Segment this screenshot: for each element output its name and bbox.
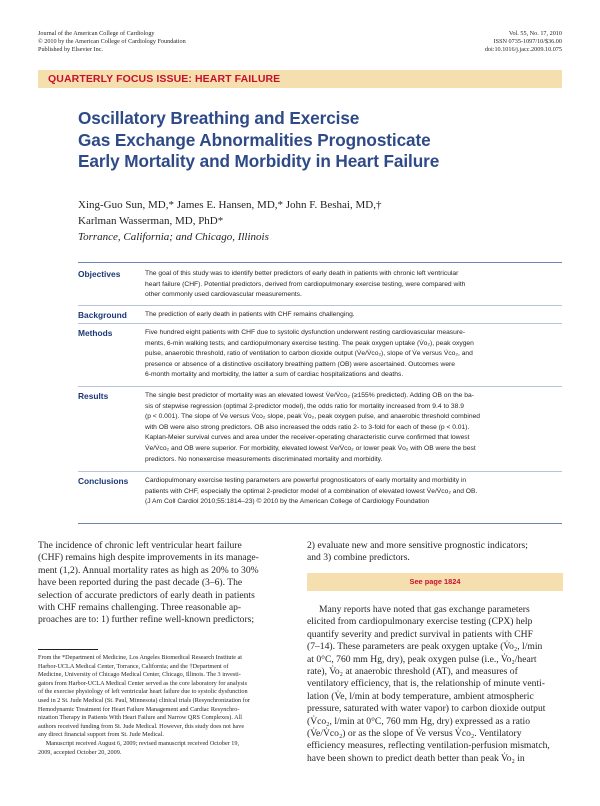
title-line: Early Mortality and Morbidity in Heart Failure: [78, 151, 440, 171]
section-text: [145, 310, 562, 321]
body-line: have been reported during the past decade (3–6). The: [38, 577, 243, 589]
text-line: patients with CHF, especially the optimal 2-predictor model of a combination of elevated lowest V̇e/V̇co₂ and OB.: [145, 487, 478, 495]
journal-header-right: [485, 30, 562, 55]
body-line: proaches are to: 1) further refine well-known predictors;: [38, 614, 255, 626]
publisher-line: Published by Elsevier Inc.: [38, 46, 103, 54]
focus-issue-banner: [38, 70, 562, 88]
text-line: V̇e/V̇co₂ and OB were superior. For morbidity, elevated lowest V̇e/V̇co₂ or lower peak V̇o₂ with OB were the best: [145, 444, 476, 452]
section-text: [145, 328, 562, 381]
copyright-line: © 2010 by the American College of Cardiology Foundation: [38, 38, 186, 46]
body-column-right-top: [307, 540, 563, 565]
footnote-line: Medicine, University of Chicago Medical Center, Chicago, Illinois. The 3 investi-: [38, 671, 241, 679]
issn-line: ISSN 0735-1097/10/$36.00: [493, 38, 562, 46]
body-line: and 3) combine predictors.: [307, 552, 410, 564]
footnote-line: Harbor-UCLA Medical Center, Torrance, California; and the †Department of: [38, 662, 229, 670]
abstract-bottom-rule: [78, 523, 562, 524]
volume-line: Vol. 55, No. 17, 2010: [508, 30, 562, 37]
title-line: Gas Exchange Abnormalities Prognosticate: [78, 129, 431, 150]
author-list: [78, 198, 558, 229]
text-line: (J Am Coll Cardiol 2010;55:1814–23) © 2010 by the American College of Cardiology Foundation: [145, 498, 430, 506]
section-text: [145, 476, 562, 508]
text-line: heart failure (CHF). Potential predictors, derived from cardiopulmonary exercise testing, were compared with: [145, 280, 466, 288]
section-label: Objectives: [78, 269, 121, 279]
footnote-line: Hemodynamic Treatment for Heart Failure Management and Cardiac Resynchro-: [38, 705, 240, 713]
footnote-line: From the *Department of Medicine, Los Angeles Biomedical Research Institute at: [38, 654, 242, 661]
body-line: Many reports have noted that gas exchange parameters: [319, 604, 530, 615]
body-line: elicited from cardiopulmonary exercise testing (CPX) help: [307, 616, 533, 628]
section-text: [145, 391, 562, 465]
section-label: Background: [78, 310, 127, 320]
section-divider: [78, 323, 562, 324]
section-divider: [78, 386, 562, 387]
text-line: presence or absence of a distinctive oscillatory breathing pattern (OB) were ascertained. Outcomes were: [145, 360, 456, 368]
text-line: Kaplan-Meier survival curves and area under the receiver-operating characteristic curve confirmed that lowest: [145, 434, 470, 442]
section-label: Conclusions: [78, 476, 129, 486]
author-line: Karlman Wasserman, MD, PhD*: [78, 214, 224, 227]
article-title: [78, 108, 548, 173]
author-line: Xing-Guo Sun, MD,* James E. Hansen, MD,* John F. Beshai, MD,†: [78, 199, 382, 211]
footnote-line: authors received funding from St. Jude Medical. However, this study does not have: [38, 722, 245, 730]
text-line: (p < 0.001). The slope of V̇e versus V̇co₂ slope, peak V̇o₂, peak oxygen pulse, and anaerobic threshold combined: [145, 413, 481, 421]
body-line: (7–14). These parameters are peak oxygen uptake (V̇o₂, l/min: [307, 641, 543, 653]
body-column-left: [38, 540, 294, 627]
body-line: rate), V̇o₂ at anaerobic threshold (AT), and measures of: [307, 666, 518, 678]
footnote-rule: [38, 649, 98, 650]
body-line: quantify severity and predict survival in patients with CHF: [307, 628, 533, 640]
structured-abstract: [78, 262, 562, 525]
journal-header-left: [38, 30, 186, 55]
body-line: (CHF) remains high despite improvements in its manage-: [38, 552, 259, 564]
section-divider: [78, 471, 562, 472]
footnote-line: used in 2 St. Jude Medical (St. Paul, Minnesota) clinical trials (Resynchronization for: [38, 696, 250, 704]
text-line: The goal of this study was to identify better predictors of early death in patients with chronic left ventricular: [145, 270, 459, 277]
body-line: pressure, saturated with water vapor) to carbon dioxide output: [307, 703, 546, 715]
text-line: 6-month mortality and morbidity, the latter a sum of cardiac hospitalizations and deaths.: [145, 371, 404, 379]
body-line: ventilatory efficiency, that is, the relationship of minute venti-: [307, 678, 545, 690]
focus-issue-label: QUARTERLY FOCUS ISSUE: HEART FAILURE: [48, 73, 281, 85]
body-line: ment (1,2). Annual mortality rates as high as 20% to 30%: [38, 564, 259, 576]
footnote-line: gators from Harbor-UCLA Medical Center served as the core laboratory for analysis: [38, 679, 247, 687]
text-line: The prediction of early death in patients with CHF remains challenging.: [145, 311, 355, 318]
text-line: ments, 6-min walking tests, and cardiopulmonary exercise testing. The peak oxygen uptake (V̇o₂), peak oxygen: [145, 339, 474, 347]
section-label: Methods: [78, 328, 113, 338]
body-line: (V̇co₂, l/min at 0°C, 760 mm Hg, dry) expressed as a ratio: [307, 715, 530, 727]
body-line: lation (V̇e, l/min at body temperature, ambient atmospheric: [307, 690, 534, 702]
body-line: have been shown to predict death better than peak V̇o₂ in: [307, 752, 525, 764]
text-line: Five hundred eight patients with CHF due to systolic dysfunction underwent resting cardiovascular measure-: [145, 329, 466, 336]
body-line: at 0°C, 760 mm Hg, dry), peak oxygen pulse (i.e., V̇o₂/heart: [307, 653, 537, 665]
affiliation: Torrance, California; and Chicago, Illinois: [78, 231, 269, 243]
journal-name: Journal of the American College of Cardiology: [38, 30, 155, 37]
text-line: other commonly used cardiovascular measurements.: [145, 291, 302, 299]
body-line: selection of accurate predictors of early death in patients: [38, 589, 255, 601]
doi-line[interactable]: doi:10.1016/j.jacc.2009.10.075: [484, 46, 562, 54]
footnote-line: of the exercise physiology of left ventricular heart failure due to systolic dysfunction: [38, 688, 248, 696]
body-line: (V̇e/V̇co₂) or as the slope of V̇e versus V̇co₂. Ventilatory: [307, 728, 522, 740]
section-divider: [78, 305, 562, 306]
body-line: efficiency measures, reflecting ventilation-perfusion mismatch,: [307, 740, 550, 752]
footnote-line: nization Therapy in Patients With Heart Failure and Narrow QRS Complexes). All: [38, 714, 243, 722]
body-column-right: [307, 604, 563, 765]
text-line: predictors. No nonexercise measurements discriminated mortality and morbidity.: [145, 455, 383, 463]
section-label: Results: [78, 391, 109, 401]
footnote-line: 2009, accepted October 20, 2009.: [38, 748, 122, 756]
title-line: Oscillatory Breathing and Exercise: [78, 108, 360, 128]
body-line: The incidence of chronic left ventricular heart failure: [38, 540, 242, 551]
footnote-line: any direct financial support from St. Jude Medical.: [38, 731, 164, 739]
body-line: 2) evaluate new and more sensitive prognostic indicators;: [307, 540, 528, 551]
see-page-link[interactable]: See page 1824: [409, 577, 461, 586]
text-line: sis of stepwise regression (optimal 2-predictor model), the odds ratio for mortality increased from 9.4 to 38.9: [145, 402, 464, 410]
body-line: with CHF remains challenging. Three reasonable ap-: [38, 602, 242, 614]
text-line: Cardiopulmonary exercise testing parameters are powerful prognosticators of early mortality and morbidity in: [145, 477, 467, 484]
section-text: [145, 269, 562, 301]
footnote-line: Manuscript received August 6, 2009; revised manuscript received October 19,: [38, 739, 240, 747]
see-page-box[interactable]: [307, 573, 563, 591]
affiliation-footnote: [38, 654, 294, 757]
text-line: pulse, anaerobic threshold, ratio of ventilation to carbon dioxide output (V̇e/V̇co₂), slope of V̇e versus V̇co₂, and: [145, 350, 473, 358]
text-line: with OB were also strong predictors. OB also increased the odds ratio 2- to 3-fold for each of these (p < 0.01).: [145, 423, 470, 431]
text-line: The single best predictor of mortality was an elevated lowest V̇e/V̇co₂ (≥155% predicted). Adding OB on the ba-: [145, 392, 474, 399]
